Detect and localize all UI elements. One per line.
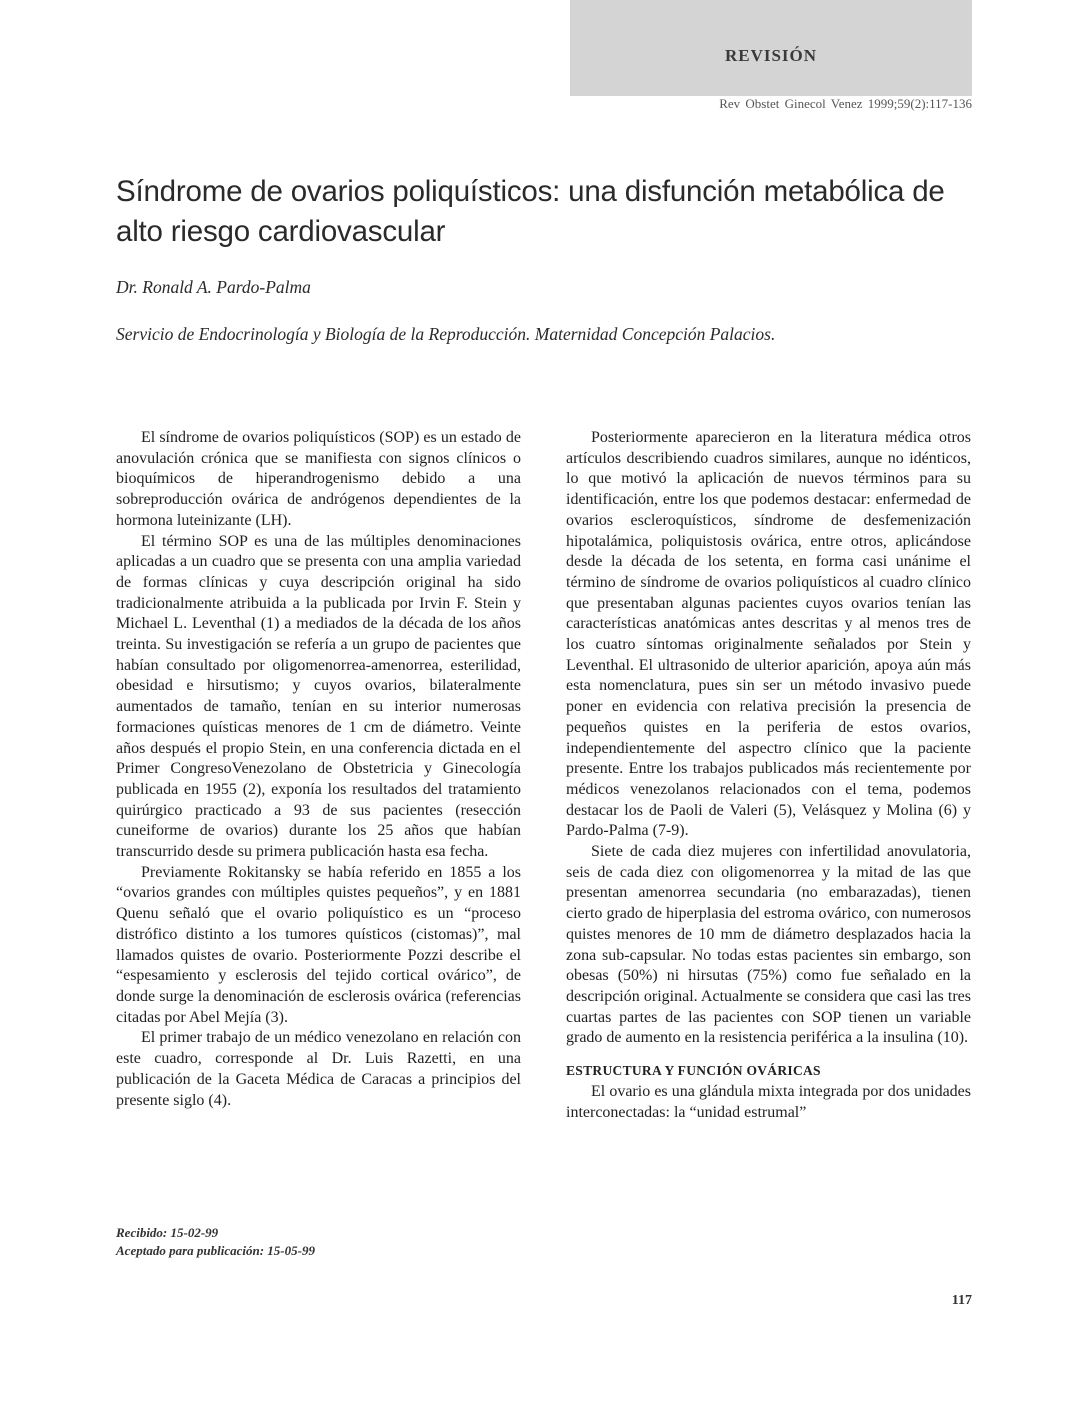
journal-citation: Rev Obstet Ginecol Venez 1999;59(2):117-136 — [719, 96, 972, 111]
received-date: Recibido: 15-02-99 — [116, 1225, 219, 1240]
section-label: REVISIÓN — [724, 46, 818, 65]
received-dates — [116, 1224, 315, 1260]
paragraph: El síndrome de ovarios poliquísticos (SOP) es un estado de anovulación crónica que se manifiesta con signos clínicos o bioquímicos de hiperandrogenismo debido a una sobreproducción ovárica de andrógenos dependientes de la hormona luteinizante (LH). — [116, 429, 521, 529]
right-column — [566, 428, 971, 1123]
section-heading: ESTRUCTURA Y FUNCIÓN OVÁRICAS — [566, 1063, 821, 1079]
paragraph: Siete de cada diez mujeres con infertilidad anovulatoria, seis de cada diez con oligomenorrea y la mitad de las que presentan amenorrea secundaria (no embarazadas), tienen cierto grado de hiperplasia del estroma ovárico, con numerosos quistes menores de 10 mm de diámetro desplazados hacia la zona sub-capsular. No todas estas pacientes sin embargo, son obesas (50%) ni hirsutas (75%) como fue señalado en la descripción original. Actualmente se considera que casi las tres cuartas partes de las pacientes con SOP tienen un variable grado de aumento en la resistencia periférica a la insulina (10). — [566, 843, 971, 1047]
article-title: Síndrome de ovarios poliquísticos: una disfunción metabólica de alto riesgo cardiovascular — [116, 175, 945, 248]
paragraph: El ovario es una glándula mixta integrada por dos unidades interconectadas: la “unidad estrumal” — [566, 1082, 971, 1121]
paragraph: Previamente Rokitansky se había referido en 1855 a los “ovarios grandes con múltiples quistes pequeños”, y en 1881 Quenu señaló que el ovario poliquístico es un “proceso distrófico distinto a los tumores quísticos (cistomas)”, mal llamados quistes de ovario. Posteriormente Pozzi describe el “espesamiento y esclerosis del tejido cortical ovárico”, de donde surge la denominación de esclerosis ovárica (referencias citadas por Abel Mejía (3). — [116, 863, 521, 1026]
article-author: Dr. Ronald A. Pardo-Palma — [116, 277, 311, 297]
paragraph: El término SOP es una de las múltiples denominaciones aplicadas a un cuadro que se presenta con una amplia variedad de formas clínicas y cuya descripción original ha sido tradicionalmente atribuida a la publicada por Irvin F. Stein y Michael L. Leventhal (1) a mediados de la década de los años treinta. Su investigación se refería a un grupo de pacientes que habían consultado por oligomenorrea-amenorrea, esterilidad, obesidad e hirsutismo; y cuyos ovarios, bilateralmente aumentados de tamaño, tenían en su interior numerosas formaciones quísticas menores de 1 cm de diámetro. Veinte años después el propio Stein, en una conferencia dictada en el Primer CongresoVenezolano de Obstetricia y Ginecología publicada en 1955 (2), exponía los resultados del tratamiento quirúrgico practicado a 93 de sus pacientes (resección cuneiforme de ovarios) durante los 25 años que habían transcurrido desde su primera publicación hasta esa fecha. — [116, 532, 521, 861]
paragraph: Posteriormente aparecieron en la literatura médica otros artículos describiendo cuadros similares, aunque no idénticos, lo que motivó la aplicación de nuevos términos para su identificación, entre los que podemos destacar: enfermedad de ovarios escleroquísticos, síndrome de desfemenización hipotalámica, poliquistosis ovárica, entre otros, aplicándose desde la década de los setenta, en forma casi unánime el término de síndrome de ovarios poliquísticos al cuadro clínico que presentaban algunas pacientes cuyos ovarios tenían las características anatómicas antes descritas y al menos tres de los cuatro síntomas originalmente señalados por Stein y Leventhal. El ultrasonido de ulterior aparición, apoya aún más esta nomenclatura, pues sin ser un método invasivo puede poner en evidencia con relativa precisión la presencia de pequeños quistes en la periferia de estos ovarios, independientemente del aspectro clínico que la paciente presente. Entre los trabajos publicados más recientemente por médicos venezolanos relacionados con el tema, podemos destacar los de Paoli de Valeri (5), Velásquez y Molina (6) y Pardo-Palma (7-9). — [566, 429, 971, 840]
author-affiliation: Servicio de Endocrinología y Biología de la Reproducción. Maternidad Concepción Palacios. — [116, 324, 776, 344]
paragraph: El primer trabajo de un médico venezolano en relación con este cuadro, corresponde al Dr. Luis Razetti, en una publicación de la Gaceta Médica de Caracas a principios del presente siglo (4). — [116, 1029, 521, 1109]
page-number: 117 — [951, 1293, 972, 1308]
left-column — [116, 428, 521, 1111]
section-banner — [570, 0, 972, 96]
accepted-date: Aceptado para publicación: 15-05-99 — [116, 1243, 315, 1258]
